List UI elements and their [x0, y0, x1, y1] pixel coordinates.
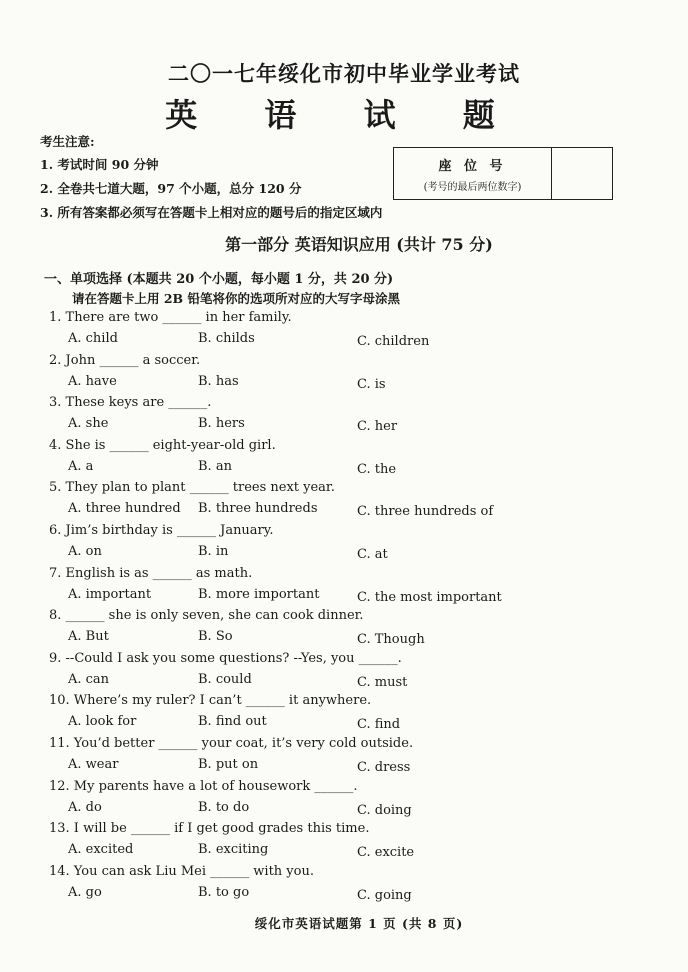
question-stem: 1. There are two ______ in her family.	[49, 310, 292, 325]
option-c: C. doing	[357, 802, 412, 818]
option-c: C. children	[357, 334, 430, 349]
option-b: B. put on	[198, 757, 259, 772]
question-stem: 2. John ______ a soccer.	[49, 352, 201, 368]
question-stem: 9. --Could I ask you some questions? --Yes, you ______.	[49, 650, 402, 666]
question-stem: 8. ______ she is only seven, she can cook dinner.	[49, 608, 364, 624]
option-a: A. excited	[68, 842, 134, 858]
exam-title: 二〇一七年绥化市初中毕业学业考试	[168, 61, 520, 86]
option-a: A. on	[68, 544, 102, 559]
option-a: A. she	[68, 416, 109, 432]
seat-hint: (考号的最后两位数字)	[423, 181, 522, 193]
notice-item-3: 3. 所有答案都必须写在答题卡上相对应的题号后的指定区域内	[40, 205, 383, 220]
option-a: A. three hundred	[68, 501, 181, 517]
question-stem: 10. Where’s my ruler? I can’t ______ it anywhere.	[49, 693, 372, 709]
part-title: 第一部分 英语知识应用 (共计 75 分)	[225, 235, 493, 254]
question-stem: 13. I will be ______ if I get good grades this time.	[49, 821, 370, 837]
option-c: C. find	[357, 717, 401, 733]
option-b: B. hers	[198, 416, 245, 432]
option-b: B. could	[198, 671, 252, 687]
option-b: B. to do	[198, 799, 250, 815]
option-a: A. But	[68, 629, 109, 645]
question-stem: 4. She is ______ eight-year-old girl.	[49, 437, 276, 453]
option-c: C. excite	[357, 845, 415, 861]
option-b: B. exciting	[198, 842, 269, 858]
option-b: B. three hundreds	[198, 501, 318, 517]
option-a: A. have	[68, 373, 117, 389]
option-c: C. three hundreds of	[357, 504, 494, 520]
question-stem: 6. Jim’s birthday is ______ January.	[49, 523, 274, 538]
option-a: A. go	[68, 884, 102, 900]
option-c: C. dress	[357, 760, 411, 775]
question-stem: 3. These keys are ______.	[49, 395, 212, 411]
option-b: B. has	[198, 373, 239, 389]
option-a: A. wear	[68, 757, 119, 772]
option-b: B. an	[198, 458, 232, 474]
option-c: C. the most important	[357, 589, 502, 605]
question-stem: 12. My parents have a lot of housework ______.	[49, 778, 358, 794]
option-a: A. a	[68, 458, 94, 474]
section-instruction: 请在答题卡上用 2B 铅笔将你的选项所对应的大写字母涂黑	[72, 291, 400, 306]
option-b: B. find out	[198, 714, 267, 730]
notice-item-1: 1. 考试时间 90 分钟	[40, 157, 159, 172]
option-b: B. So	[198, 629, 233, 645]
seat-label: 座 位 号	[438, 158, 507, 174]
option-c: C. her	[357, 419, 398, 435]
option-c: C. Though	[357, 632, 425, 648]
option-a: A. do	[68, 799, 102, 815]
question-stem: 5. They plan to plant ______ trees next year.	[49, 480, 335, 496]
notice-item-2: 2. 全卷共七道大题，97 个小题，总分 120 分	[40, 181, 302, 196]
option-c: C. is	[357, 376, 386, 392]
exam-subject: 英 语 试 题	[165, 96, 523, 134]
section-heading: 一、单项选择 (本题共 20 个小题，每小题 1 分，共 20 分)	[44, 272, 394, 287]
page-footer: 绥化市英语试题第 1 页 (共 8 页)	[254, 916, 464, 931]
option-a: A. child	[68, 331, 118, 346]
option-b: B. more important	[198, 586, 320, 602]
option-c: C. the	[357, 461, 397, 477]
option-a: A. important	[68, 586, 152, 602]
seat-number-box	[393, 147, 613, 200]
option-c: C. going	[357, 887, 412, 903]
option-b: B. in	[198, 544, 229, 559]
question-stem: 14. You can ask Liu Mei ______ with you.	[49, 863, 314, 879]
option-b: B. childs	[198, 331, 255, 346]
option-c: C. at	[357, 547, 388, 562]
notice-heading: 考生注意:	[40, 134, 95, 149]
seat-label-cell	[394, 148, 552, 199]
option-b: B. to go	[198, 884, 250, 900]
option-a: A. look for	[68, 714, 137, 730]
option-c: C. must	[357, 674, 408, 690]
option-a: A. can	[68, 671, 110, 687]
question-stem: 7. English is as ______ as math.	[49, 565, 253, 581]
seat-number-field	[552, 148, 612, 199]
question-stem: 11. You’d better ______ your coat, it’s very cold outside.	[49, 736, 414, 751]
